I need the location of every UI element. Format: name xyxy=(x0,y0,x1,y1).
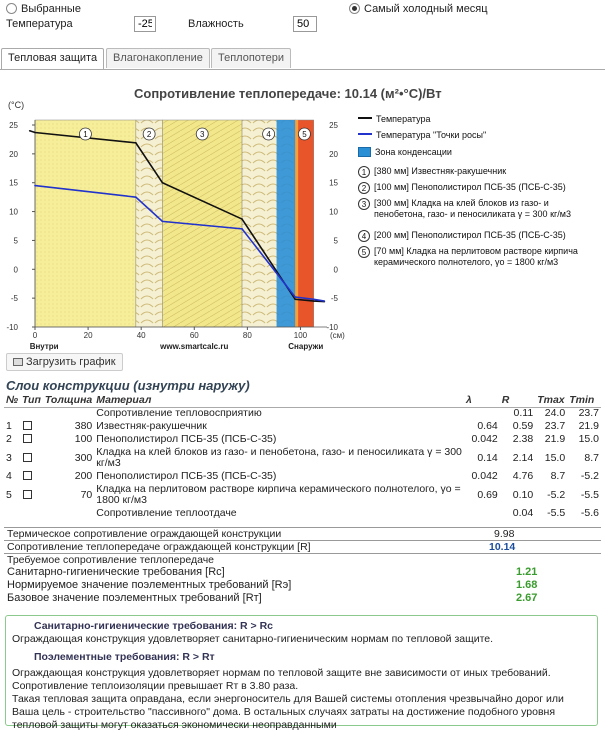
summary-thermal-value: 9.98 xyxy=(494,528,515,540)
row-type xyxy=(20,507,43,520)
table-header-row xyxy=(4,395,601,407)
row-r: 2.38 xyxy=(512,433,534,445)
element-text-3: Такая тепловая защита оправдана, если энергоноситель для Вашей системы отопления чрезвычайно дорог или Ваша цель - строительство "пассивного" дома. В остальных случаях затраты на достижение подобного уровня тепловой защиты могут оказаться экономически неоправданными xyxy=(12,693,564,731)
row-material: Кладка на перлитовом растворе кирпича керамического полнотелого, γо = 1800 кг/м3 xyxy=(96,483,461,506)
temperature-point xyxy=(162,182,164,184)
col-material: Материал xyxy=(94,395,464,407)
row-type xyxy=(20,470,43,483)
x-tick-label: 0 xyxy=(32,331,38,340)
legend-layer-text: [100 мм] Пенополистирол ПСБ-35 (ПСБ-С-35) xyxy=(374,182,566,192)
layer-checkbox[interactable] xyxy=(23,421,32,430)
y-tick-label-right: 20 xyxy=(329,149,338,159)
row-lambda xyxy=(464,407,500,420)
row-material: Кладка на клей блоков из газо- и пенобетона, газо- и пеносиликата γ = 300 кг/м3 xyxy=(96,446,462,469)
legend-layer-text: [200 мм] Пенополистирол ПСБ-35 (ПСБ-С-35) xyxy=(374,230,566,240)
x-annotation-outside: Снаружи xyxy=(288,342,324,351)
dewpoint-point xyxy=(135,196,137,198)
row-tmin: 15.0 xyxy=(578,433,599,445)
summary-base-row xyxy=(4,592,601,605)
dewpoint-point xyxy=(34,185,36,187)
legend-layer-3 xyxy=(358,198,571,220)
col-tmax: Tmax xyxy=(535,395,567,407)
row-lambda: 0.64 xyxy=(477,420,498,432)
summary-required-label: Требуемое сопротивление теплопередаче xyxy=(7,554,215,566)
table-row xyxy=(4,483,601,507)
y-tick-label: 5 xyxy=(13,236,18,246)
row-r: 2.14 xyxy=(512,451,534,464)
image-icon xyxy=(13,358,23,366)
dewpoint-point xyxy=(313,298,315,300)
element-heading: Поэлементные требования: R > Rт xyxy=(34,651,215,663)
element-text-1: Ограждающая конструкция удовлетворяет нормам по тепловой защите вне зависимости от иных требований. xyxy=(12,667,551,679)
x-tick-label: 60 xyxy=(189,331,199,340)
summary-heat-label: Сопротивление теплопередаче ограждающей конструкции [R] xyxy=(7,541,311,553)
temperature-point xyxy=(241,218,243,220)
legend-layer-number: 4 xyxy=(358,230,370,242)
row-tmax: 15.0 xyxy=(544,451,566,464)
y-tick-label-right: -10 xyxy=(326,323,338,332)
layer-band xyxy=(162,120,242,327)
row-r: 0.04 xyxy=(512,507,534,519)
table-row xyxy=(4,507,601,520)
row-r: 4.76 xyxy=(512,470,534,482)
row-type xyxy=(20,407,43,420)
legend-condensation-label: Зона конденсации xyxy=(375,147,452,157)
y-tick-label-right: 0 xyxy=(333,265,338,275)
y-tick-label: 10 xyxy=(9,207,18,217)
summary-required-title xyxy=(4,553,601,566)
row-tmax: -5.5 xyxy=(547,507,566,519)
summary-norm-value: 1.68 xyxy=(516,579,538,591)
row-number: 4 xyxy=(6,470,12,482)
row-number xyxy=(4,407,20,420)
radio-circle[interactable] xyxy=(6,3,17,14)
table-row xyxy=(4,446,601,470)
row-thickness xyxy=(43,407,94,420)
chart-title: Сопротивление теплопередаче: 10.14 (м²•°C)/Вт xyxy=(134,86,442,101)
summary-sanitary-row xyxy=(4,566,601,579)
x-annotation-site: www.smartcalc.ru xyxy=(160,342,229,351)
legend-temperature xyxy=(358,114,431,125)
row-number xyxy=(4,507,20,520)
layer-band xyxy=(136,120,163,327)
layer-marker-label: 3 xyxy=(200,130,205,139)
col-thickness: Толщина xyxy=(44,394,93,407)
summary-heat-value: 10.14 xyxy=(489,541,516,553)
table-row xyxy=(4,420,601,433)
row-type xyxy=(20,433,43,446)
temperature-point xyxy=(29,130,31,132)
row-tmin: -5.6 xyxy=(580,507,599,519)
legend-layer-text: [70 мм] Кладка на перлитовом растворе кирпича керамического полнотелого, γо = 1800 кг/м3 xyxy=(374,246,578,267)
y-tick-label-right: 25 xyxy=(329,121,338,130)
legend-layer-number: 5 xyxy=(358,246,370,258)
row-thickness: 100 xyxy=(74,433,93,445)
col-type: Тип xyxy=(22,394,41,407)
layers-table xyxy=(4,395,601,520)
sanitary-heading: Санитарно-гигиенические требования: R > Rc xyxy=(34,620,274,632)
row-lambda: 0.042 xyxy=(471,470,498,482)
legend-condensation xyxy=(358,147,452,158)
legend-condensation-swatch xyxy=(358,147,371,157)
row-r: 0.10 xyxy=(512,488,534,501)
legend-dewpoint-label: Температура "Точки росы" xyxy=(376,130,487,140)
humidity-label: Влажность xyxy=(188,18,244,30)
temperature-point xyxy=(294,298,296,300)
summary-sanitary-label: Санитарно-гигиенические требования [Rc] xyxy=(7,566,225,578)
radio-coldest-month[interactable] xyxy=(349,3,488,15)
summary-thermal-row xyxy=(4,527,601,540)
row-thickness xyxy=(43,507,94,520)
y-tick-label-right: 15 xyxy=(329,178,338,188)
dewpoint-point xyxy=(294,296,296,298)
radio-coldest-label: Самый холодный месяц xyxy=(364,3,488,15)
row-tmin: -5.2 xyxy=(580,470,599,482)
result-box xyxy=(5,615,598,731)
layer-checkbox[interactable] xyxy=(23,471,32,480)
temperature-point xyxy=(313,300,315,302)
temperature-point xyxy=(135,142,137,144)
table-row xyxy=(4,407,601,420)
row-tmax: 8.7 xyxy=(550,470,566,482)
radio-circle[interactable] xyxy=(349,3,360,14)
layer-checkbox[interactable] xyxy=(23,434,32,443)
layer-marker-label: 5 xyxy=(302,130,307,139)
y-tick-label: 25 xyxy=(9,121,18,130)
humidity-input[interactable] xyxy=(293,16,317,32)
chart-legend xyxy=(358,114,605,274)
summary-heat-row xyxy=(4,540,601,553)
row-lambda: 0.69 xyxy=(477,488,498,501)
dewpoint-point xyxy=(324,300,326,302)
y-tick-label-right: 10 xyxy=(329,207,338,217)
y-tick-label: -5 xyxy=(10,294,18,304)
radio-favorites[interactable] xyxy=(6,3,81,15)
dewpoint-point xyxy=(241,228,243,230)
row-tmin: -5.5 xyxy=(580,488,599,501)
summary-norm-label: Нормируемое значение поэлементных требований [Rэ] xyxy=(7,579,292,591)
row-type xyxy=(20,483,43,507)
row-lambda: 0.14 xyxy=(477,451,498,464)
table-row xyxy=(4,470,601,483)
legend-layer-2 xyxy=(358,182,566,194)
table-row xyxy=(4,433,601,446)
legend-temperature-label: Температура xyxy=(376,114,431,124)
row-lambda xyxy=(464,507,500,520)
radio-favorites-label: Выбранные xyxy=(21,3,81,15)
row-number: 1 xyxy=(6,420,12,432)
row-thickness: 300 xyxy=(74,451,93,464)
summary-base-value: 2.67 xyxy=(516,592,538,604)
tab-moisture[interactable]: Влагонакопление xyxy=(106,48,210,68)
row-material: Известняк-ракушечник xyxy=(96,420,207,432)
tabs-divider xyxy=(0,69,605,70)
summary-base-label: Базовое значение поэлементных требований [Rт] xyxy=(7,592,262,604)
load-chart-label: Загрузить график xyxy=(26,356,116,368)
legend-layer-text: [380 мм] Известняк-ракушечник xyxy=(374,166,507,176)
row-tmin: 23.7 xyxy=(578,407,599,420)
row-thickness: 200 xyxy=(74,470,93,482)
row-lambda: 0.042 xyxy=(471,433,498,445)
legend-layer-1 xyxy=(358,166,506,178)
load-chart-button[interactable] xyxy=(6,353,123,371)
row-number: 2 xyxy=(6,433,12,445)
col-n: № xyxy=(6,394,19,407)
x-annotation-inside: Внутри xyxy=(29,342,59,351)
y-tick-label: -10 xyxy=(6,323,18,332)
legend-layer-4 xyxy=(358,230,566,242)
row-type xyxy=(20,446,43,470)
layer-marker-label: 2 xyxy=(146,130,152,139)
layer-band xyxy=(35,120,136,327)
summary-block xyxy=(4,527,601,605)
x-tick-label: 40 xyxy=(136,331,146,340)
row-number: 5 xyxy=(6,488,12,501)
legend-layer-5 xyxy=(358,246,578,268)
temperature-point xyxy=(34,132,36,134)
row-type xyxy=(20,420,43,433)
row-material: Пенополистирол ПСБ-35 (ПСБ-С-35) xyxy=(96,470,277,482)
y-tick-label: 0 xyxy=(13,265,18,275)
layer-checkbox[interactable] xyxy=(23,453,32,462)
col-r: R xyxy=(500,395,535,407)
row-r: 0.59 xyxy=(512,420,534,432)
row-tmax: 21.9 xyxy=(544,433,566,445)
legend-dewpoint xyxy=(358,130,486,141)
row-material: Пенополистирол ПСБ-35 (ПСБ-С-35) xyxy=(96,433,277,445)
row-material: Сопротивление теплоотдаче xyxy=(96,507,237,519)
row-number: 3 xyxy=(6,451,12,464)
layer-checkbox[interactable] xyxy=(23,490,32,499)
summary-sanitary-value: 1.21 xyxy=(516,566,538,578)
temperature-chart xyxy=(0,95,360,351)
row-thickness: 380 xyxy=(74,420,93,432)
legend-layer-text: [300 мм] Кладка на клей блоков из газо- и пенобетона, газо- и пеносиликата γ = 300 кг/м3 xyxy=(374,198,571,219)
row-tmin: 21.9 xyxy=(578,420,599,432)
row-thickness: 70 xyxy=(80,488,93,501)
col-tmin: Tmin xyxy=(567,395,601,407)
row-tmax: 23.7 xyxy=(544,420,566,432)
row-tmax: -5.2 xyxy=(547,488,566,501)
tab-heat-loss[interactable]: Теплопотери xyxy=(211,48,291,68)
temperature-input[interactable] xyxy=(134,16,156,32)
layers-title: Слои конструкции (изнутри наружу) xyxy=(6,378,250,393)
legend-layer-number: 1 xyxy=(358,166,370,178)
y-tick-label-right: -5 xyxy=(330,294,338,304)
temperature-label: Температура xyxy=(6,18,73,30)
y-tick-label-right: 5 xyxy=(333,236,338,246)
legend-layer-number: 3 xyxy=(358,198,370,210)
legend-layer-number: 2 xyxy=(358,182,370,194)
layer-marker-label: 4 xyxy=(266,130,271,139)
summary-thermal-label: Термическое сопротивление ограждающей конструкции xyxy=(7,528,282,540)
dewpoint-point xyxy=(162,221,164,223)
legend-dewpoint-swatch xyxy=(358,133,372,135)
x-tick-label: 20 xyxy=(83,331,93,340)
layer-marker-label: 1 xyxy=(83,130,88,139)
col-lambda: λ xyxy=(464,395,500,407)
row-r: 0.11 xyxy=(513,407,534,420)
row-material: Сопротивление тепловосприятию xyxy=(96,407,262,420)
tab-thermal-protection[interactable]: Тепловая защита xyxy=(1,48,104,69)
y-tick-label: 20 xyxy=(9,149,18,159)
row-tmax: 24.0 xyxy=(544,407,566,420)
y-axis-label: (°C) xyxy=(8,100,25,110)
y-tick-label: 15 xyxy=(9,178,18,188)
sanitary-text: Ограждающая конструкция удовлетворяет санитарно-гигиеническим нормам по тепловой защите. xyxy=(12,633,494,645)
legend-temperature-swatch xyxy=(358,117,372,119)
summary-norm-row xyxy=(4,579,601,592)
x-tick-label: 100 xyxy=(293,331,308,340)
x-axis-label: (см) xyxy=(330,331,345,340)
x-tick-label: 80 xyxy=(242,331,252,340)
element-text-2: Сопротивление теплоизоляции превышает Rт в 3.80 раза. xyxy=(12,680,299,692)
row-tmin: 8.7 xyxy=(584,451,599,464)
